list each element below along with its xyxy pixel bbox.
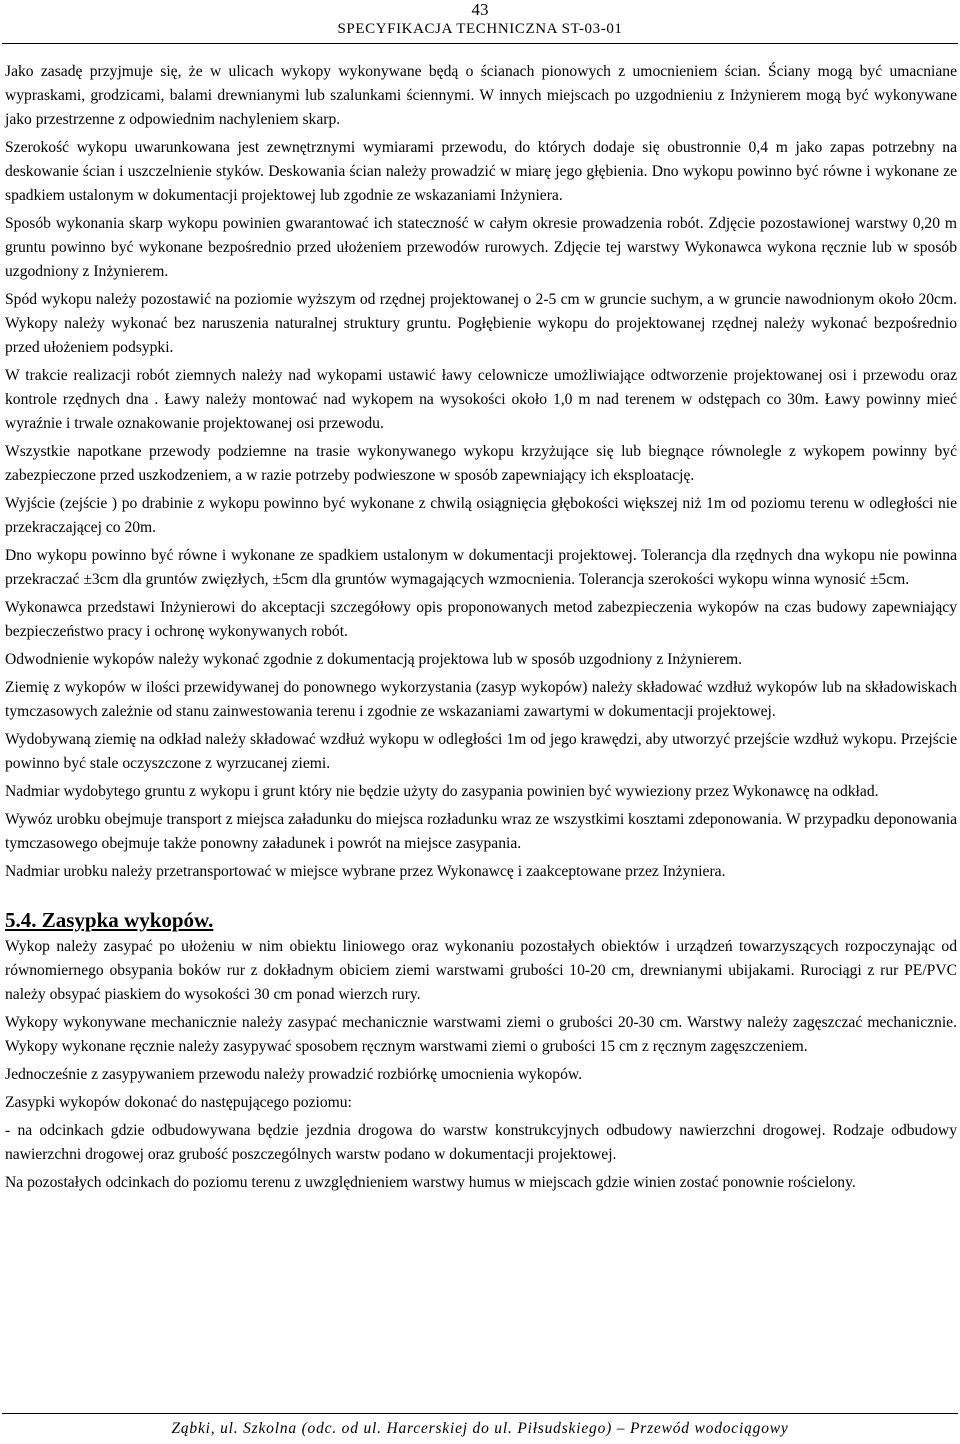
paragraph: Wykop należy zasypać po ułożeniu w nim obiektu liniowego oraz wykonaniu pozostałych obiektów i urządzeń towarzyszących rozpoczynając od równomiernego obsypania boków rur z dokładnym obiciem ziemi warstwami grubości 10-20 cm, drewnianymi ubijakami. Rurociągi z rur PE/PVC należy obsypać piaskiem do wysokości 30 cm ponad wierzch rury. (5, 938, 957, 1003)
section-heading (5, 906, 957, 934)
paragraph: Wywóz urobku obejmuje transport z miejsca załadunku do miejsca rozładunku wraz ze wszystkimi kosztami zdeponowania. W przypadku deponowania tymczasowego obejmuje także ponowny załadunek i powrót na miejsce zasypania. (5, 811, 958, 852)
paragraph: W trakcie realizacji robót ziemnych należy nad wykopami ustawić ławy celownicze umożliwiające odtworzenie projektowanej osi i przewodu oraz kontrole rzędnych dna . Ławy należy montować nad wykopem na wysokości około 1,0 m nad terenem w odstępach co 30m. Ławy powinny mieć wyraźnie i trwale oznakowanie projektowanej osi przewodu. (5, 367, 957, 432)
paragraph: Nadmiar urobku należy przetransportować w miejsce wybrane przez Wykonawcę i zaakceptowane przez Inżyniera. (5, 863, 726, 880)
header-divider (2, 43, 958, 44)
paragraph: Wydobywaną ziemię na odkład należy składować wzdłuż wykopu w odległości 1m od jego krawędzi, aby utworzyć przejście wzdłuż wykopu. Przejście powinno być stale oczyszczone z wyrzucanej ziemi. (5, 731, 957, 772)
paragraph: Odwodnienie wykopów należy wykonać zgodnie z dokumentacją projektowa lub w sposób uzgodniony z Inżynierem. (5, 651, 743, 668)
paragraph: Jako zasadę przyjmuje się, że w ulicach wykopy wykonywane będą o ścianach pionowych z umocnieniem ścian. Ściany mogą być umacniane wypraskami, grodzicami, balami drewnianymi lub szalunkami ściennymi. W innych miejscach po uzgodnieniu z Inżynierem mogą być wykonywane jako przestrzenne z odpowiednim nachyleniem skarp. (5, 63, 957, 128)
page-footer: Ząbki, ul. Szkolna (odc. od ul. Harcerskiej do ul. Piłsudskiego) – Przewód wodociągowy (171, 1420, 789, 1437)
paragraph: Wykopy wykonywane mechanicznie należy zasypać mechanicznie warstwami ziemi o grubości 20-30 cm. Warstwy należy zagęszczać mechanicznie. Wykopy wykonane ręcznie należy zasypywać sposobem ręcznym warstwami ziemi o grubości 15 cm z ręcznym zagęszczeniem. (5, 1014, 957, 1055)
paragraph: Ziemię z wykopów w ilości przewidywanej do ponownego wykorzystania (zasyp wykopów) należy składować wzdłuż wykopów lub na składowiskach tymczasowych zależnie od stanu zainwestowania terenu i zgodnie ze wskazaniami zawartymi w dokumentacji projektowej. (5, 679, 957, 720)
paragraph: - na odcinkach gdzie odbudowywana będzie jezdnia drogowa do warstw konstrukcyjnych odbudowy nawierzchni drogowej. Rodzaje odbudowy nawierzchni drogowej oraz grubość poszczególnych warstw podano w dokumentacji projektowej. (5, 1122, 957, 1163)
spec-title: SPECYFIKACJA TECHNICZNA ST-03-01 (337, 21, 623, 37)
paragraph: Sposób wykonania skarp wykopu powinien gwarantować ich stateczność w całym okresie prowadzenia robót. Zdjęcie pozostawionej warstwy 0,20 m gruntu powinno być wykonane bezpośrednio przed ułożeniem przewodów rurowych. Zdjęcie tej warstwy Wykonawca wykona ręcznie lub w sposób uzgodniony z Inżynierem. (5, 215, 957, 280)
footer-divider (2, 1413, 958, 1414)
paragraph: Spód wykopu należy pozostawić na poziomie wyższym od rzędnej projektowanej o 2-5 cm w gruncie suchym, a w gruncie nawodnionym około 20cm. Wykopy należy wykonać bez naruszenia naturalnej struktury gruntu. Pogłębienie wykopu do projektowanej rzędnej należy wykonać bezpośrednio przed ułożeniem podsypki. (5, 291, 957, 356)
page-number: 43 (471, 0, 489, 19)
paragraph: Jednocześnie z zasypywaniem przewodu należy prowadzić rozbiórkę umocnienia wykopów. (5, 1066, 583, 1083)
paragraph: Wyjście (zejście ) po drabinie z wykopu powinno być wykonane z chwilą osiągnięcia głębokości większej niż 1m od poziomu terenu w odległości nie przekraczającej co 20m. (5, 495, 957, 536)
paragraph: Zasypki wykopów dokonać do następującego poziomu: (5, 1094, 352, 1111)
paragraph: Nadmiar wydobytego gruntu z wykopu i grunt który nie będzie użyty do zasypania powinien być wywieziony przez Wykonawcę na odkład. (5, 783, 879, 800)
paragraph: Wszystkie napotkane przewody podziemne na trasie wykonywanego wykopu krzyżujące się lub biegnące równolegle z wykopem powinny być zabezpieczone przed uszkodzeniem, a w razie potrzeby podwieszone w sposób zapewniający ich eksploatację. (5, 443, 957, 484)
document-body (5, 60, 957, 1199)
section-heading-text: 5.4. Zasypka wykopów. (5, 908, 214, 932)
paragraph: Dno wykopu powinno być równe i wykonane ze spadkiem ustalonym w dokumentacji projektowej. Tolerancja dla rzędnych dna wykopu nie powinna przekraczać ±3cm dla gruntów zwięzłych, ±5cm dla gruntów wymagających wzmocnienia. Tolerancja szerokości wykopu winna wynosić ±5cm. (5, 547, 957, 588)
paragraph: Na pozostałych odcinkach do poziomu terenu z uwzględnieniem warstwy humus w miejscach gdzie winien zostać ponownie rościelony. (5, 1174, 856, 1191)
paragraph: Wykonawca przedstawi Inżynierowi do akceptacji szczegółowy opis proponowanych metod zabezpieczenia wykopów na czas budowy zapewniający bezpieczeństwo pracy i ochronę wykonywanych robót. (5, 599, 957, 640)
paragraph: Szerokość wykopu uwarunkowana jest zewnętrznymi wymiarami przewodu, do których dodaje się obustronnie 0,4 m jako zapas potrzebny na deskowanie ścian i uszczelnienie styków. Deskowania ścian należy prowadzić w miarę jego głębienia. Dno wykopu powinno być równe i wykonane ze spadkiem ustalonym w dokumentacji projektowej lub zgodnie ze wskazaniami Inżyniera. (5, 139, 957, 204)
